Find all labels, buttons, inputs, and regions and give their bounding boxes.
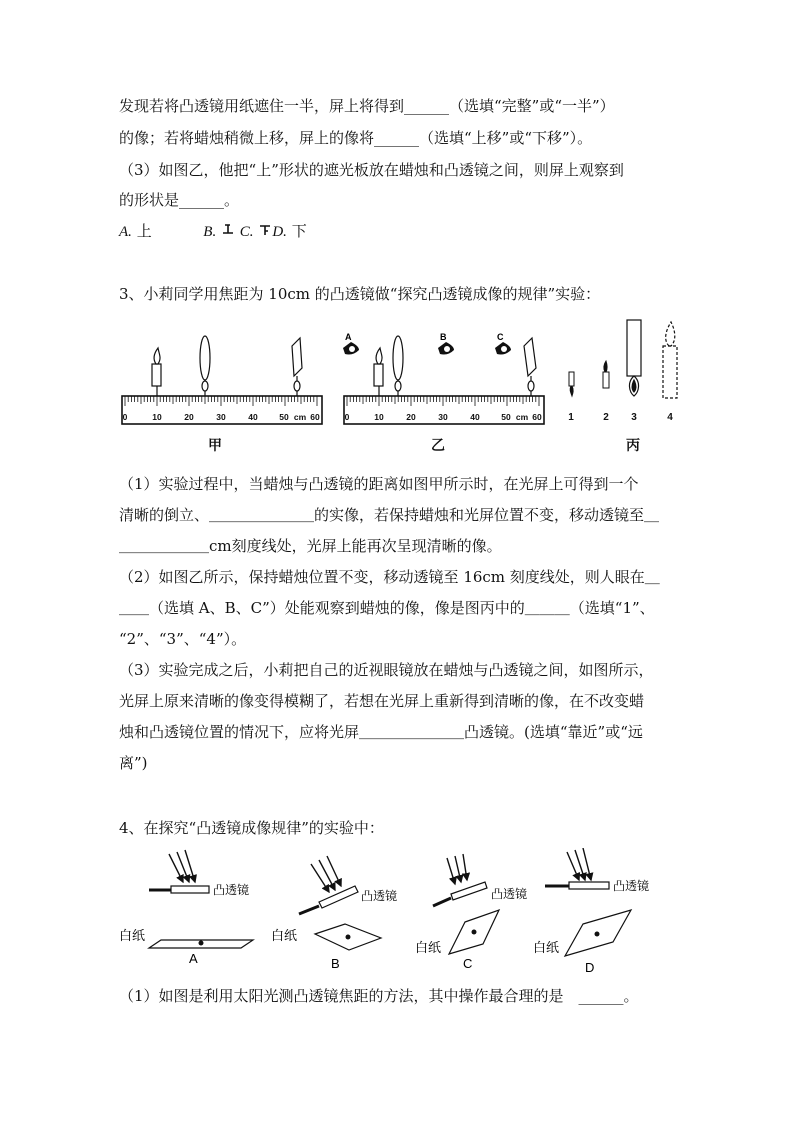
ruler-jia-tick: 0	[122, 412, 128, 422]
figure-bing	[568, 320, 677, 453]
bing-label-3: 3	[631, 412, 637, 423]
lens-jia	[200, 336, 210, 396]
ruler-yi-tick: 0	[344, 412, 350, 422]
ruler-yi-tick: 10	[374, 412, 384, 422]
q2-line-3: （3）如图乙，他把“上”形状的遮光板放在蜡烛和凸透镜之间，则屏上观察到	[119, 161, 624, 179]
q3-line-5: ＿＿（选填 A、B、C”）处能观察到蜡烛的像，像是图丙中的＿＿＿（选填“1”、	[119, 599, 655, 617]
ruler-yi-tick: 20	[406, 412, 416, 422]
q2-options: A. 上 B. C. D. 下	[119, 222, 307, 240]
bing-candle-2	[603, 361, 609, 388]
setup-d	[533, 848, 649, 975]
option-b-glyph	[221, 223, 235, 237]
lens-label-d: 凸透镜	[613, 879, 650, 893]
caption-jia: 甲	[208, 437, 222, 453]
setup-b	[271, 856, 397, 971]
lens-label-a: 凸透镜	[213, 883, 250, 897]
option-c: C.	[240, 222, 273, 240]
bing-candle-4	[663, 322, 677, 398]
eye-label-c: C	[497, 332, 504, 342]
q3-line-9: 烛和凸透镜位置的情况下，应将光屏＿＿＿＿＿＿＿凸透镜。(选填“靠近”或“远	[119, 723, 643, 741]
eye-label-b: B	[440, 332, 447, 342]
ruler-jia-tick: 30	[216, 412, 226, 422]
setup-a	[119, 850, 253, 966]
q3-line-2: 清晰的倒立、＿＿＿＿＿＿＿的实像，若保持蜡烛和光屏位置不变，移动透镜至＿	[119, 506, 660, 524]
caption-bing: 丙	[626, 437, 640, 453]
setup-letter-a: A	[189, 951, 198, 966]
ruler-yi	[343, 332, 544, 453]
ruler-jia-tick: 20	[184, 412, 194, 422]
q3-line-10: 离”)	[119, 754, 148, 772]
setup-letter-d: D	[585, 960, 595, 975]
q3-line-6: “2”、“3”、“4”）。	[119, 630, 247, 648]
ruler-jia-tick: 40	[248, 412, 258, 422]
q4-figure	[119, 848, 679, 978]
ruler-jia	[122, 336, 322, 453]
ruler-yi-tick: 60	[532, 412, 542, 422]
bing-candle-1	[569, 372, 574, 396]
option-d: 下	[291, 222, 307, 240]
q3-line-8: 光屏上原来清晰的像变得模糊了，若想在光屏上重新得到清晰的像，在不改变蜡	[119, 692, 645, 710]
eye-icon	[343, 332, 359, 355]
eye-icon	[495, 332, 511, 355]
q3-line-4: （2）如图乙所示，保持蜡烛位置不变，移动透镜至 16cm 刻度线处，则人眼在＿	[119, 568, 660, 586]
setup-letter-b: B	[331, 956, 340, 971]
q3-line-1: （1）实验过程中，当蜡烛与凸透镜的距离如图甲所示时，在光屏上可得到一个	[119, 475, 639, 493]
bing-label-2: 2	[603, 412, 609, 423]
ruler-yi-tick: 40	[470, 412, 480, 422]
ruler-yi-unit: cm	[515, 412, 529, 422]
q2-line-1: 发现若将凸透镜用纸遮住一半，屏上将得到______（选填“完整”或“一半”）	[119, 97, 615, 115]
q4-line-1: （1）如图是利用太阳光测凸透镜焦距的方法，其中操作最合理的是 ______。	[119, 987, 639, 1005]
bing-label-1: 1	[568, 412, 574, 423]
ruler-jia-unit: cm	[293, 412, 307, 422]
q2-line-2: 的像；若将蜡烛稍微上移，屏上的像将______（选填“上移”或“下移”）。	[119, 129, 593, 147]
paper-label-b: 白纸	[271, 928, 298, 943]
eye-label-a: A	[345, 332, 352, 342]
candle-jia	[152, 348, 161, 396]
paper-label-a: 白纸	[119, 928, 146, 943]
screen-jia	[292, 338, 302, 396]
eye-icon	[438, 332, 454, 355]
paper-label-d: 白纸	[533, 940, 560, 955]
q3-line-3: ＿＿＿＿＿＿cm刻度线处，光屏上能再次呈现清晰的像。	[119, 537, 502, 555]
lens-yi	[393, 336, 403, 396]
ruler-jia-tick: 50	[279, 412, 289, 422]
screen-yi	[524, 338, 536, 396]
q4-title: 4、在探究“凸透镜成像规律”的实验中：	[119, 819, 384, 837]
bing-label-4: 4	[667, 412, 673, 423]
lens-label-b: 凸透镜	[361, 889, 398, 903]
option-c-glyph	[258, 223, 272, 237]
ruler-yi-tick: 50	[501, 412, 511, 422]
q2-line-4: 的形状是______。	[119, 191, 240, 209]
ruler-jia-tick: 10	[152, 412, 162, 422]
setup-letter-c: C	[463, 956, 473, 971]
paper-label-c: 白纸	[415, 940, 442, 955]
q3-title: 3、小莉同学用焦距为 10cm 的凸透镜做“探究凸透镜成像的规律”实验：	[119, 285, 601, 303]
ruler-jia-tick: 60	[310, 412, 320, 422]
caption-yi: 乙	[431, 437, 445, 453]
option-a: A. 上	[119, 222, 152, 240]
lens-label-c: 凸透镜	[491, 887, 528, 901]
q3-line-7: （3）实验完成之后，小莉把自己的近视眼镜放在蜡烛与凸透镜之间，如图所示，	[119, 661, 654, 679]
candle-yi	[374, 348, 383, 396]
setup-c	[415, 854, 527, 971]
ruler-yi-tick: 30	[438, 412, 448, 422]
option-b: B.	[203, 222, 235, 240]
bing-candle-3	[627, 320, 641, 396]
q3-figure	[119, 316, 679, 456]
